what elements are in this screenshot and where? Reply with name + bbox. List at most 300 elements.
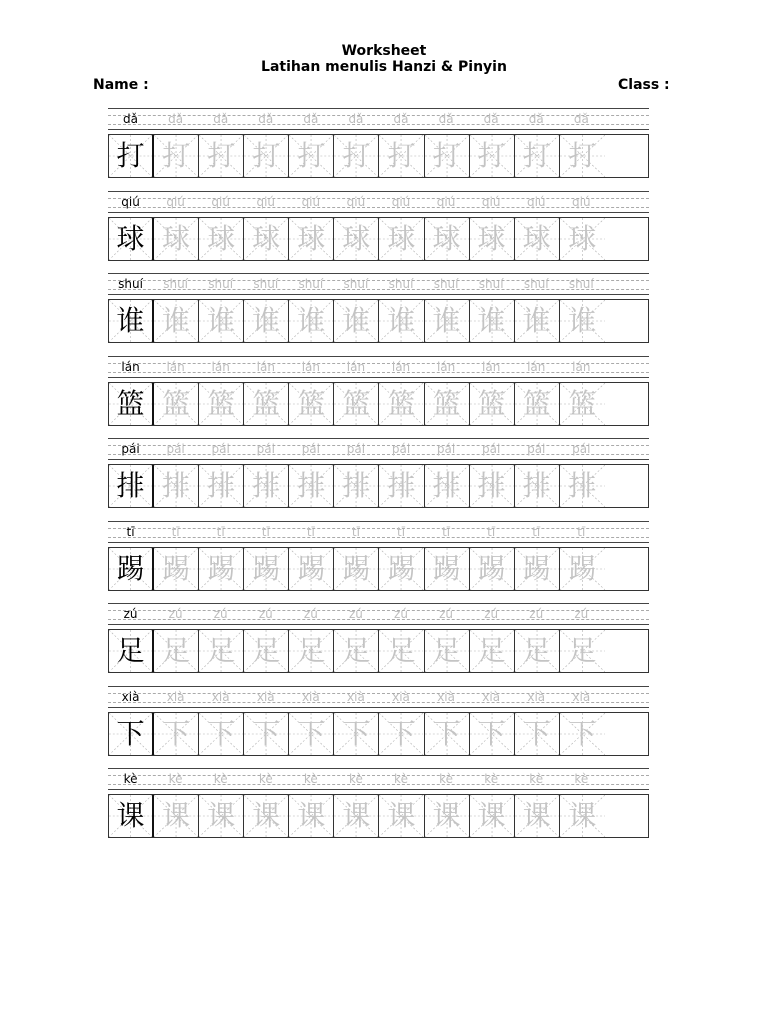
pinyin-trace: zú: [303, 607, 318, 621]
pinyin-model: qiú: [121, 194, 140, 209]
hanzi-trace-cell[interactable]: [560, 465, 605, 507]
pinyin-trace: pái: [527, 442, 546, 456]
hanzi-grid: [108, 794, 649, 838]
hanzi-trace: 足: [432, 634, 461, 667]
hanzi-model: 踢: [116, 551, 145, 585]
pinyin-trace: zú: [484, 607, 499, 621]
hanzi-trace: 足: [522, 634, 551, 667]
hanzi-trace-cell[interactable]: [425, 218, 470, 260]
pinyin-trace: zú: [439, 607, 454, 621]
hanzi-trace: 下: [477, 716, 506, 750]
practice-rows: [108, 108, 649, 851]
hanzi-trace-cell[interactable]: [470, 465, 515, 507]
hanzi-trace: 踢: [342, 551, 371, 585]
hanzi-trace-cell[interactable]: [379, 713, 424, 755]
pinyin-trace: kè: [168, 772, 183, 786]
hanzi-trace-cell[interactable]: [560, 795, 605, 837]
hanzi-trace: 球: [432, 221, 461, 255]
pinyin-trace: shuí: [433, 277, 459, 291]
hanzi-trace-cell[interactable]: [199, 383, 244, 425]
pinyin-trace: dǎ: [393, 112, 409, 126]
pinyin-trace: shuí: [298, 277, 324, 291]
pinyin-trace: dǎ: [168, 112, 184, 126]
pinyin-trace: tī: [171, 524, 180, 539]
hanzi-trace: 课: [162, 799, 191, 832]
pinyin-trace: xià: [572, 689, 591, 704]
pinyin-trace: xià: [527, 689, 546, 704]
hanzi-trace: 篮: [432, 386, 461, 420]
pinyin-trace: kè: [258, 772, 273, 786]
hanzi-trace-cell[interactable]: [154, 135, 199, 177]
pinyin-trace: shuí: [523, 277, 549, 291]
pinyin-trace: qiú: [391, 194, 411, 209]
pinyin-trace: qiú: [256, 194, 276, 209]
hanzi-model: 课: [116, 799, 145, 832]
pinyin-trace: zú: [168, 607, 183, 621]
pinyin-trace: shuí: [388, 277, 414, 291]
pinyin-trace: pái: [572, 442, 591, 456]
hanzi-trace-cell[interactable]: [154, 713, 199, 755]
pinyin-trace: pái: [436, 442, 456, 456]
hanzi-trace: 谁: [432, 304, 461, 337]
hanzi-trace: 下: [568, 716, 597, 750]
pinyin-trace: qiú: [211, 194, 230, 209]
hanzi-trace-cell[interactable]: [515, 218, 560, 260]
hanzi-trace-cell[interactable]: [244, 795, 289, 837]
hanzi-trace-cell[interactable]: [244, 383, 289, 425]
hanzi-trace: 谁: [387, 304, 416, 337]
hanzi-trace: 课: [297, 799, 326, 832]
hanzi-trace: 谁: [252, 304, 281, 337]
hanzi-trace-cell[interactable]: [154, 383, 199, 425]
hanzi-trace-cell[interactable]: [244, 713, 289, 755]
pinyin-trace: xià: [437, 689, 455, 704]
pinyin-model: zú: [123, 607, 138, 621]
hanzi-trace-cell[interactable]: [470, 548, 515, 590]
hanzi-trace-cell[interactable]: [470, 630, 515, 672]
hanzi-model-cell: [109, 300, 154, 342]
pinyin-trace: tī: [396, 524, 406, 539]
hanzi-trace-cell[interactable]: [560, 135, 605, 177]
hanzi-trace: 下: [522, 716, 551, 750]
hanzi-grid: [108, 629, 649, 673]
hanzi-trace: 课: [432, 799, 461, 832]
hanzi-trace: 球: [207, 221, 236, 255]
hanzi-trace-cell[interactable]: [560, 383, 605, 425]
hanzi-trace: 谁: [568, 304, 597, 337]
hanzi-trace: 下: [387, 716, 416, 750]
hanzi-trace-cell[interactable]: [334, 218, 379, 260]
hanzi-trace: 打: [342, 139, 371, 172]
hanzi-trace-cell[interactable]: [289, 630, 334, 672]
hanzi-trace: 踢: [162, 551, 191, 585]
hanzi-trace-cell[interactable]: [425, 465, 470, 507]
hanzi-trace: 下: [252, 716, 281, 750]
practice-row: [108, 603, 649, 686]
hanzi-trace-cell[interactable]: [244, 465, 289, 507]
hanzi-trace: 谁: [207, 304, 236, 337]
hanzi-trace: 球: [297, 221, 326, 255]
hanzi-model: 足: [116, 634, 145, 667]
hanzi-trace-cell[interactable]: [154, 300, 199, 342]
hanzi-trace-cell[interactable]: [199, 548, 244, 590]
hanzi-trace: 足: [162, 634, 191, 667]
pinyin-line: [108, 438, 649, 460]
pinyin-trace: lán: [436, 359, 456, 374]
hanzi-trace-cell[interactable]: [470, 713, 515, 755]
pinyin-trace: lán: [572, 359, 591, 374]
hanzi-trace: 打: [568, 139, 597, 172]
hanzi-trace: 课: [207, 799, 236, 832]
hanzi-trace-cell[interactable]: [244, 135, 289, 177]
hanzi-trace-cell[interactable]: [379, 548, 424, 590]
pinyin-trace: shuí: [568, 277, 594, 291]
pinyin-line: [108, 191, 649, 213]
hanzi-trace: 篮: [387, 386, 416, 420]
hanzi-trace-cell[interactable]: [379, 465, 424, 507]
hanzi-trace: 下: [207, 716, 236, 750]
hanzi-trace-cell[interactable]: [379, 795, 424, 837]
hanzi-trace-cell[interactable]: [425, 713, 470, 755]
hanzi-trace-cell[interactable]: [199, 630, 244, 672]
practice-row: [108, 768, 649, 851]
practice-row: [108, 438, 649, 521]
hanzi-trace-cell[interactable]: [154, 548, 199, 590]
hanzi-model: 球: [116, 221, 145, 255]
hanzi-trace-cell[interactable]: [244, 630, 289, 672]
hanzi-trace-cell[interactable]: [289, 135, 334, 177]
hanzi-trace-cell[interactable]: [515, 630, 560, 672]
hanzi-trace: 课: [477, 799, 506, 832]
pinyin-trace: tī: [487, 524, 496, 539]
hanzi-trace: 球: [162, 221, 191, 255]
hanzi-trace: 球: [252, 221, 281, 255]
pinyin-trace: qiú: [436, 194, 456, 209]
hanzi-trace: 踢: [522, 551, 551, 585]
hanzi-trace-cell[interactable]: [470, 300, 515, 342]
hanzi-trace-cell[interactable]: [515, 383, 560, 425]
hanzi-model-cell: [109, 218, 154, 260]
hanzi-grid: [108, 299, 649, 343]
pinyin-trace: kè: [484, 772, 499, 786]
hanzi-trace: 下: [342, 716, 371, 750]
hanzi-trace-cell[interactable]: [425, 383, 470, 425]
pinyin-trace: lán: [256, 359, 275, 374]
hanzi-trace-cell[interactable]: [560, 713, 605, 755]
hanzi-model: 打: [116, 139, 145, 172]
hanzi-trace: 打: [387, 139, 416, 172]
hanzi-trace-cell[interactable]: [515, 465, 560, 507]
hanzi-trace: 篮: [252, 386, 281, 420]
practice-row: [108, 273, 649, 356]
hanzi-trace: 篮: [522, 386, 551, 420]
hanzi-trace: 篮: [207, 386, 236, 420]
pinyin-trace: xià: [347, 689, 365, 704]
hanzi-trace: 球: [522, 221, 551, 255]
hanzi-model-cell: [109, 713, 154, 755]
pinyin-trace: lán: [482, 359, 501, 374]
hanzi-grid: [108, 712, 649, 756]
hanzi-trace: 踢: [568, 551, 597, 585]
pinyin-trace: dǎ: [573, 112, 589, 126]
hanzi-trace: 踢: [297, 551, 326, 585]
pinyin-trace: zú: [529, 607, 544, 621]
hanzi-model-cell: [109, 795, 154, 837]
hanzi-trace-cell[interactable]: [334, 713, 379, 755]
hanzi-trace-cell[interactable]: [515, 300, 560, 342]
hanzi-trace-cell[interactable]: [515, 548, 560, 590]
pinyin-trace: xià: [301, 689, 320, 704]
pinyin-trace: zú: [394, 607, 408, 621]
hanzi-trace-cell[interactable]: [289, 795, 334, 837]
pinyin-trace: shuí: [478, 277, 504, 291]
hanzi-trace-cell[interactable]: [515, 795, 560, 837]
pinyin-trace: pái: [346, 442, 366, 456]
pinyin-model: lán: [121, 359, 140, 374]
hanzi-trace: 下: [162, 716, 191, 750]
pinyin-trace: pái: [211, 442, 230, 456]
pinyin-model: dǎ: [123, 112, 139, 126]
hanzi-trace: 排: [387, 469, 416, 502]
hanzi-trace-cell[interactable]: [425, 548, 470, 590]
hanzi-model: 下: [116, 716, 145, 750]
hanzi-trace: 篮: [297, 386, 326, 420]
hanzi-trace-cell[interactable]: [470, 383, 515, 425]
hanzi-trace-cell[interactable]: [289, 300, 334, 342]
hanzi-trace: 课: [387, 799, 416, 832]
hanzi-trace-cell[interactable]: [244, 548, 289, 590]
hanzi-trace: 踢: [477, 551, 506, 585]
hanzi-trace-cell[interactable]: [154, 795, 199, 837]
hanzi-trace: 排: [522, 469, 551, 502]
hanzi-trace-cell[interactable]: [244, 300, 289, 342]
pinyin-line: [108, 108, 649, 130]
pinyin-trace: qiú: [166, 194, 185, 209]
hanzi-trace-cell[interactable]: [560, 548, 605, 590]
hanzi-trace-cell[interactable]: [515, 713, 560, 755]
hanzi-trace-cell[interactable]: [154, 630, 199, 672]
pinyin-trace: tī: [261, 524, 270, 539]
pinyin-model: tī: [126, 524, 135, 539]
pinyin-trace: zú: [574, 607, 589, 621]
pinyin-trace: kè: [529, 772, 544, 786]
hanzi-trace: 排: [477, 469, 506, 502]
hanzi-trace-cell[interactable]: [379, 218, 424, 260]
pinyin-model: kè: [123, 772, 138, 786]
hanzi-model: 排: [116, 469, 145, 502]
hanzi-trace-cell[interactable]: [379, 630, 424, 672]
hanzi-trace: 足: [297, 634, 326, 667]
pinyin-trace: pái: [166, 442, 185, 456]
pinyin-trace: dǎ: [438, 112, 454, 126]
hanzi-trace-cell[interactable]: [199, 218, 244, 260]
pinyin-trace: tī: [442, 524, 451, 539]
pinyin-trace: qiú: [481, 194, 501, 209]
hanzi-trace-cell[interactable]: [244, 218, 289, 260]
hanzi-trace: 课: [252, 799, 281, 832]
hanzi-trace-cell[interactable]: [334, 630, 379, 672]
hanzi-trace-cell[interactable]: [199, 465, 244, 507]
pinyin-trace: xià: [256, 689, 275, 704]
hanzi-trace: 下: [432, 716, 461, 750]
hanzi-trace-cell[interactable]: [154, 465, 199, 507]
pinyin-trace: dǎ: [213, 112, 229, 126]
hanzi-trace: 篮: [568, 386, 597, 420]
hanzi-trace: 足: [477, 634, 506, 667]
pinyin-model: xià: [121, 689, 140, 704]
practice-row: [108, 191, 649, 274]
hanzi-trace-cell[interactable]: [289, 383, 334, 425]
hanzi-grid: [108, 464, 649, 508]
hanzi-trace: 打: [297, 139, 326, 172]
pinyin-line: [108, 686, 649, 708]
pinyin-trace: lán: [301, 359, 320, 374]
pinyin-trace: zú: [258, 607, 273, 621]
pinyin-trace: pái: [301, 442, 320, 456]
hanzi-trace-cell[interactable]: [334, 300, 379, 342]
hanzi-trace-cell[interactable]: [334, 548, 379, 590]
hanzi-trace: 球: [387, 221, 416, 255]
hanzi-trace: 排: [162, 469, 191, 502]
hanzi-trace: 足: [252, 634, 281, 667]
hanzi-trace: 踢: [387, 551, 416, 585]
hanzi-trace-cell[interactable]: [199, 713, 244, 755]
hanzi-trace-cell[interactable]: [425, 135, 470, 177]
hanzi-trace: 球: [342, 221, 371, 255]
hanzi-model-cell: [109, 135, 154, 177]
pinyin-trace: kè: [439, 772, 454, 786]
hanzi-model-cell: [109, 383, 154, 425]
hanzi-trace: 排: [432, 469, 461, 502]
hanzi-trace-cell[interactable]: [334, 465, 379, 507]
hanzi-model-cell: [109, 548, 154, 590]
hanzi-model-cell: [109, 630, 154, 672]
pinyin-trace: qiú: [346, 194, 366, 209]
hanzi-trace: 排: [297, 469, 326, 502]
pinyin-trace: xià: [392, 689, 410, 704]
hanzi-trace-cell[interactable]: [560, 630, 605, 672]
hanzi-trace-cell[interactable]: [199, 300, 244, 342]
hanzi-model-cell: [109, 465, 154, 507]
hanzi-trace: 排: [342, 469, 371, 502]
hanzi-trace: 打: [252, 139, 281, 172]
hanzi-trace: 篮: [162, 386, 191, 420]
pinyin-trace: kè: [303, 772, 318, 786]
pinyin-trace: lán: [166, 359, 185, 374]
hanzi-trace-cell[interactable]: [379, 135, 424, 177]
pinyin-line: [108, 603, 649, 625]
pinyin-trace: shuí: [343, 277, 369, 291]
pinyin-trace: dǎ: [348, 112, 364, 126]
practice-row: [108, 521, 649, 604]
hanzi-trace: 谁: [342, 304, 371, 337]
pinyin-model: shuí: [118, 277, 143, 291]
pinyin-trace: pái: [391, 442, 411, 456]
hanzi-trace-cell[interactable]: [289, 713, 334, 755]
hanzi-trace: 足: [207, 634, 236, 667]
hanzi-trace-cell[interactable]: [154, 218, 199, 260]
pinyin-trace: zú: [213, 607, 228, 621]
pinyin-trace: xià: [211, 689, 230, 704]
hanzi-trace: 打: [522, 139, 551, 172]
hanzi-trace-cell[interactable]: [470, 795, 515, 837]
pinyin-trace: dǎ: [258, 112, 274, 126]
pinyin-trace: kè: [394, 772, 408, 786]
pinyin-trace: xià: [482, 689, 501, 704]
pinyin-trace: dǎ: [528, 112, 544, 126]
pinyin-trace: qiú: [526, 194, 546, 209]
hanzi-trace: 踢: [432, 551, 461, 585]
pinyin-trace: shuí: [208, 277, 234, 291]
hanzi-trace-cell[interactable]: [199, 795, 244, 837]
pinyin-trace: shuí: [253, 277, 279, 291]
hanzi-trace-cell[interactable]: [425, 795, 470, 837]
hanzi-trace-cell[interactable]: [425, 630, 470, 672]
page-title: Worksheet: [341, 43, 427, 59]
hanzi-trace: 踢: [252, 551, 281, 585]
hanzi-trace-cell[interactable]: [334, 795, 379, 837]
hanzi-grid: [108, 547, 649, 591]
pinyin-trace: tī: [216, 524, 225, 539]
hanzi-trace: 排: [568, 469, 597, 502]
hanzi-trace-cell[interactable]: [334, 383, 379, 425]
pinyin-trace: xià: [166, 689, 185, 704]
hanzi-trace-cell[interactable]: [470, 218, 515, 260]
pinyin-trace: tī: [532, 524, 541, 539]
pinyin-trace: pái: [256, 442, 275, 456]
hanzi-trace-cell[interactable]: [379, 383, 424, 425]
hanzi-trace: 足: [568, 634, 597, 667]
pinyin-trace: lán: [211, 359, 230, 374]
hanzi-trace-cell[interactable]: [470, 135, 515, 177]
hanzi-trace: 打: [432, 139, 461, 172]
pinyin-trace: tī: [577, 524, 586, 539]
hanzi-trace-cell[interactable]: [334, 135, 379, 177]
hanzi-trace: 谁: [477, 304, 506, 337]
hanzi-trace-cell[interactable]: [199, 135, 244, 177]
hanzi-trace: 课: [568, 799, 597, 832]
hanzi-trace-cell[interactable]: [425, 300, 470, 342]
hanzi-trace: 篮: [477, 386, 506, 420]
hanzi-trace: 打: [207, 139, 236, 172]
hanzi-trace-cell[interactable]: [289, 218, 334, 260]
practice-row: [108, 108, 649, 191]
hanzi-trace-cell[interactable]: [289, 548, 334, 590]
hanzi-trace: 打: [477, 139, 506, 172]
hanzi-trace-cell[interactable]: [560, 218, 605, 260]
pinyin-line: [108, 768, 649, 790]
pinyin-trace: kè: [574, 772, 589, 786]
hanzi-trace: 排: [207, 469, 236, 502]
pinyin-trace: kè: [213, 772, 228, 786]
practice-row: [108, 356, 649, 439]
pinyin-trace: qiú: [301, 194, 321, 209]
name-label: Name :: [93, 77, 149, 93]
hanzi-model: 谁: [116, 304, 145, 337]
hanzi-trace-cell[interactable]: [379, 300, 424, 342]
hanzi-trace: 足: [387, 634, 416, 667]
pinyin-trace: kè: [348, 772, 363, 786]
hanzi-model: 篮: [116, 386, 145, 420]
pinyin-trace: tī: [306, 524, 315, 539]
hanzi-trace-cell[interactable]: [289, 465, 334, 507]
pinyin-trace: dǎ: [483, 112, 499, 126]
hanzi-trace: 谁: [162, 304, 191, 337]
hanzi-trace: 下: [297, 716, 326, 750]
hanzi-grid: [108, 217, 649, 261]
hanzi-trace-cell[interactable]: [515, 135, 560, 177]
hanzi-trace-cell[interactable]: [560, 300, 605, 342]
